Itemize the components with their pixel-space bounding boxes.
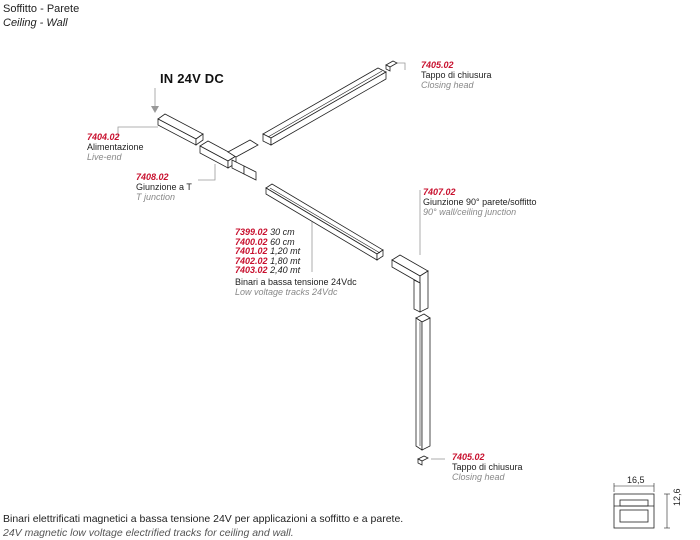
track-row: 7403.02 2,40 mt [235, 265, 301, 275]
track-vertical [416, 314, 430, 450]
t-junction-code: 7408.02 [136, 172, 169, 182]
corner-junction-code: 7407.02 [423, 187, 456, 197]
track-row: 7401.02 1,20 mt [235, 246, 301, 256]
closing-head-bottom-name-en: Closing head [452, 472, 505, 482]
live-end-code: 7404.02 [87, 132, 120, 142]
leader-closing-head-top [395, 63, 405, 70]
tracks-name-it: Binari a bassa tensione 24Vdc [235, 276, 357, 287]
title-english: Ceiling - Wall [3, 17, 68, 29]
live-end-component [158, 114, 203, 145]
page-title [3, 2, 79, 30]
callout-tracks [235, 228, 357, 297]
closing-head-bottom-code: 7405.02 [452, 452, 485, 462]
profile-section-drawing [614, 494, 654, 528]
track-row: 7402.02 1,80 mt [235, 255, 301, 266]
corner-junction-name-en: 90° wall/ceiling junction [423, 207, 517, 217]
t-junction-component [200, 140, 258, 180]
callout-closing-head-bottom [452, 452, 523, 482]
profile-height-label: 12,6 [672, 488, 682, 506]
leader-t-junction [198, 164, 215, 180]
power-input-label: IN 24V DC [160, 71, 224, 86]
profile-width-label: 16,5 [627, 475, 645, 485]
closing-head-top-name-en: Closing head [421, 80, 474, 90]
track-top-diagonal [263, 68, 386, 145]
closing-head-bottom [418, 456, 428, 465]
corner-junction-name-it: Giunzione 90° parete/soffitto [423, 197, 537, 207]
callout-closing-head-top [421, 60, 492, 90]
t-junction-name-it: Giunzione a T [136, 182, 192, 192]
live-end-name-en: Live-end [87, 152, 122, 162]
closing-head-bottom-name-it: Tappo di chiusura [452, 462, 523, 472]
track-row: 7400.02 60 cm [235, 236, 295, 247]
t-junction-name-en: T junction [136, 192, 176, 202]
track-row: 7399.02 30 cm [235, 227, 295, 237]
footer-desc-it: Binari elettrificati magnetici a bassa tensione 24V per applicazioni a soffitto e a parete. [3, 513, 404, 525]
closing-head-top-name-it: Tappo di chiusura [421, 70, 492, 80]
callout-t-junction [136, 172, 192, 202]
live-end-name-it: Alimentazione [87, 142, 144, 152]
closing-head-top-code: 7405.02 [421, 60, 454, 70]
closing-head-top [386, 61, 397, 71]
power-arrow-head [151, 106, 159, 113]
title-italian: Soffitto - Parete [3, 3, 80, 15]
footer-description [3, 512, 403, 540]
callout-live-end [87, 132, 144, 162]
tracks-name-en: Low voltage tracks 24Vdc [235, 286, 338, 297]
corner-junction-component [392, 255, 428, 312]
callout-corner-junction [423, 187, 537, 217]
footer-desc-en: 24V magnetic low voltage electrified tracks for ceiling and wall. [3, 527, 294, 539]
